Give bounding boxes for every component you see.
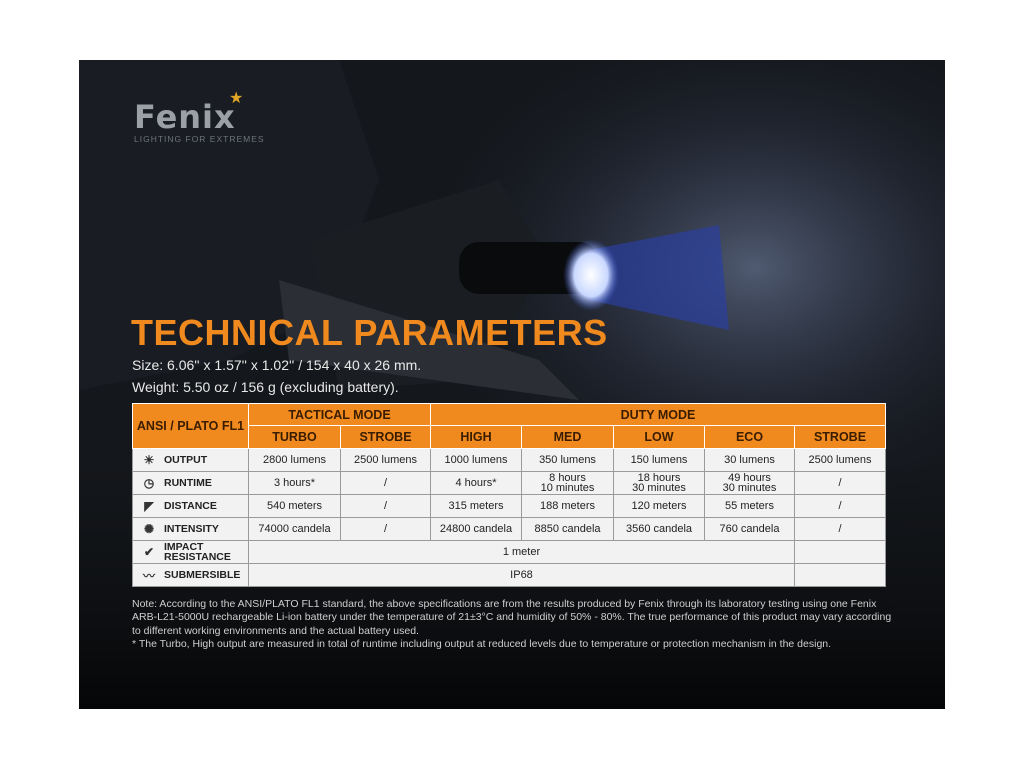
logo-wordmark: Fenix xyxy=(134,98,236,136)
intensity-icon: ✺ xyxy=(143,522,155,536)
table-cell-empty xyxy=(795,564,886,587)
table-cell: 3 hours* xyxy=(249,472,341,495)
mode-header: LOW xyxy=(614,426,705,449)
row-label-text: INTENSITY xyxy=(164,523,219,535)
table-cell: 2800 lumens xyxy=(249,449,341,472)
row-label-text xyxy=(164,542,231,562)
table-cell: 24800 candela xyxy=(431,518,522,541)
table-cell: / xyxy=(341,518,431,541)
beam-distance-icon: ◤ xyxy=(144,499,154,513)
row-label xyxy=(133,541,249,564)
table-cell: 4 hours* xyxy=(431,472,522,495)
table-cell: IP68 xyxy=(249,564,795,587)
row-label-text: RUNTIME xyxy=(164,477,212,489)
table-cell: / xyxy=(341,495,431,518)
mode-header: ECO xyxy=(705,426,795,449)
table-cell: 1 meter xyxy=(249,541,795,564)
table-cell: 8 hours 10 minutes xyxy=(522,472,614,495)
size-spec: Size: 6.06'' x 1.57'' x 1.02'' / 154 x 40 x 26 mm. xyxy=(132,357,422,373)
table-cell: 350 lumens xyxy=(522,449,614,472)
impact-resistance-row xyxy=(133,541,886,564)
footnote-asterisk: * The Turbo, High output are measured in total of runtime including output at reduced levels due to temperature or protection mechanism in the design. xyxy=(132,638,832,651)
table-cell: 315 meters xyxy=(431,495,522,518)
runtime-row xyxy=(133,472,886,495)
row-label xyxy=(133,518,249,541)
distance-row xyxy=(133,495,886,518)
table-cell: 2500 lumens xyxy=(795,449,886,472)
impact-label-line2: RESISTANCE xyxy=(164,551,231,563)
output-row xyxy=(133,449,886,472)
page-title: TECHNICAL PARAMETERS xyxy=(131,312,608,353)
footnote xyxy=(132,598,892,652)
table-cell: 2500 lumens xyxy=(341,449,431,472)
table-cell: 8850 candela xyxy=(522,518,614,541)
output-icon: ☀ xyxy=(143,453,155,467)
table-cell: 3560 candela xyxy=(614,518,705,541)
logo-star-icon: ★ xyxy=(229,90,244,107)
mode-header: MED xyxy=(522,426,614,449)
intensity-row xyxy=(133,518,886,541)
table-cell: 49 hours 30 minutes xyxy=(705,472,795,495)
row-label xyxy=(133,564,249,587)
tactical-mode-header: TACTICAL MODE xyxy=(249,404,431,426)
row-label-text: SUBMERSIBLE xyxy=(164,569,241,581)
mode-header: TURBO xyxy=(249,426,341,449)
table-cell: / xyxy=(795,472,886,495)
impact-icon: ✔ xyxy=(143,545,155,559)
row-label xyxy=(133,472,249,495)
fenix-logo xyxy=(134,90,265,144)
table-cell: 188 meters xyxy=(522,495,614,518)
row-label xyxy=(133,449,249,472)
weight-spec: Weight: 5.50 oz / 156 g (excluding battery). xyxy=(132,379,399,395)
standard-label: ANSI / PLATO FL1 xyxy=(133,404,249,449)
duty-mode-header: DUTY MODE xyxy=(431,404,886,426)
table-cell: / xyxy=(341,472,431,495)
product-banner xyxy=(79,60,945,709)
table-cell: 1000 lumens xyxy=(431,449,522,472)
mode-header: HIGH xyxy=(431,426,522,449)
table-cell: / xyxy=(795,518,886,541)
row-label-text: DISTANCE xyxy=(164,500,217,512)
logo-tagline: LIGHTING FOR EXTREMES xyxy=(134,134,265,144)
submersible-row xyxy=(133,564,886,587)
submersible-icon: 〰 xyxy=(142,568,155,583)
table-cell: 540 meters xyxy=(249,495,341,518)
parameters-table xyxy=(132,403,886,587)
mode-header: STROBE xyxy=(795,426,886,449)
mode-group-header xyxy=(133,404,886,426)
table-cell: 74000 candela xyxy=(249,518,341,541)
table-cell: 18 hours 30 minutes xyxy=(614,472,705,495)
row-label-text: OUTPUT xyxy=(164,454,208,466)
clock-icon: ◷ xyxy=(143,476,155,490)
mode-header: STROBE xyxy=(341,426,431,449)
row-label xyxy=(133,495,249,518)
table-cell: 55 meters xyxy=(705,495,795,518)
table-cell: 760 candela xyxy=(705,518,795,541)
table-cell: 150 lumens xyxy=(614,449,705,472)
table-cell: 30 lumens xyxy=(705,449,795,472)
table-cell: 120 meters xyxy=(614,495,705,518)
table-cell-empty xyxy=(795,541,886,564)
impact-label-line1: IMPACT xyxy=(164,541,204,553)
table-cell: / xyxy=(795,495,886,518)
footnote-standard: Note: According to the ANSI/PLATO FL1 standard, the above specifications are from the results produced by Fenix through its laboratory testing using one Fenix ARB-L21-5000U rechargeable Li-ion battery under the temperature of 21±3°C and humidity of 50% - 80%. The true performance of this product may vary according to different working environments and the actual battery used. xyxy=(132,598,892,637)
